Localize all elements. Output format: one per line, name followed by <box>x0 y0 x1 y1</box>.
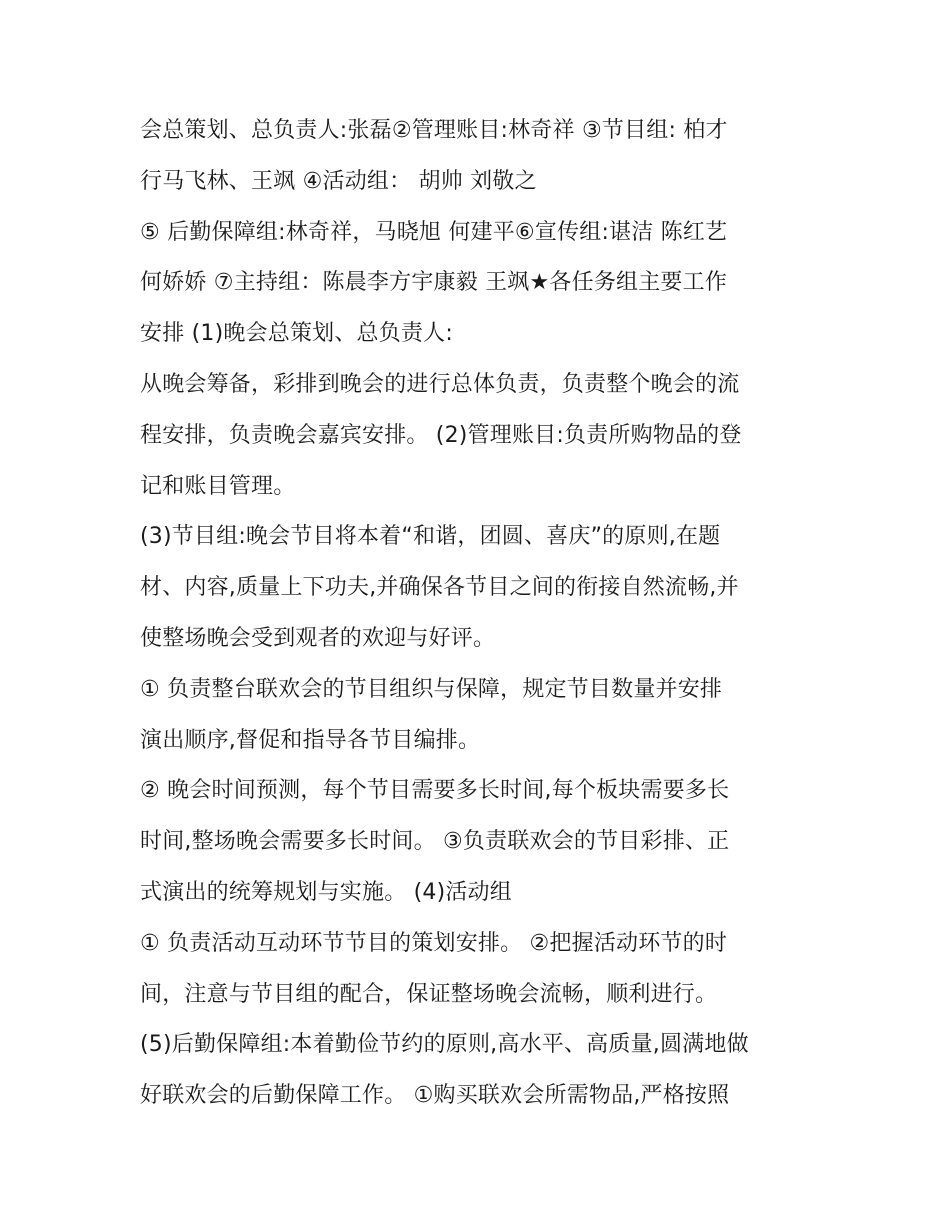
text-line: 式演出的统筹规划与实施。 (4)活动组 <box>140 879 512 905</box>
text-line: 会总策划、总负责人:张磊②管理账目:林奇祥 ③节目组: 柏才 <box>140 118 728 143</box>
text-line: 时间,整场晚会需要多长时间。 ③负责联欢会的节目彩排、正 <box>140 829 730 855</box>
text-line: 材、内容,质量上下功夫,并确保各节目之间的衔接自然流畅,并 <box>140 575 739 601</box>
text-line: ② 晚会时间预测，每个节目需要多长时间,每个板块需要多长 <box>140 778 730 804</box>
text-line: 记和账目管理。 <box>140 473 296 499</box>
text-line: ① 负责整台联欢会的节目组织与保障，规定节目数量并安排 <box>140 676 723 702</box>
text-line: 从晚会筹备，彩排到晚会的进行总体负责，负责整个晚会的流 <box>140 371 740 397</box>
text-line: ⑤ 后勤保障组:林奇祥，马晓旭 何建平⑥宣传组:谌洁 陈红艺 <box>140 219 728 245</box>
text-line: ① 负责活动互动环节节目的策划安排。 ②把握活动环节的时 <box>140 930 728 956</box>
text-line: 行马飞林、王飒 ④活动组： 胡帅 刘敬之 <box>140 168 537 194</box>
text-line: 好联欢会的后勤保障工作。 ①购买联欢会所需物品,严格按照 <box>140 1083 730 1109</box>
text-line: 何娇娇 ⑦主持组：陈晨李方宇康毅 王飒★各任务组主要工作 <box>140 270 728 296</box>
text-line: (5)后勤保障组:本着勤俭节约的原则,高水平、高质量,圆满地做 <box>140 1032 749 1058</box>
text-line: (3)节目组:晚会节目将本着“和谐，团圆、喜庆”的原则,在题 <box>140 524 721 550</box>
text-line: 演出顺序,督促和指导各节目编排。 <box>140 727 481 753</box>
text-line: 使整场晚会受到观者的欢迎与好评。 <box>140 625 496 651</box>
text-line: 安排 (1)晚会总策划、总负责人: <box>140 321 453 347</box>
text-line: 程安排，负责晚会嘉宾安排。 (2)管理账目:负责所购物品的登 <box>140 422 742 448</box>
body-text <box>140 106 820 1122</box>
text-line: 间，注意与节目组的配合，保证整场晚会流畅，顺利进行。 <box>140 981 718 1007</box>
